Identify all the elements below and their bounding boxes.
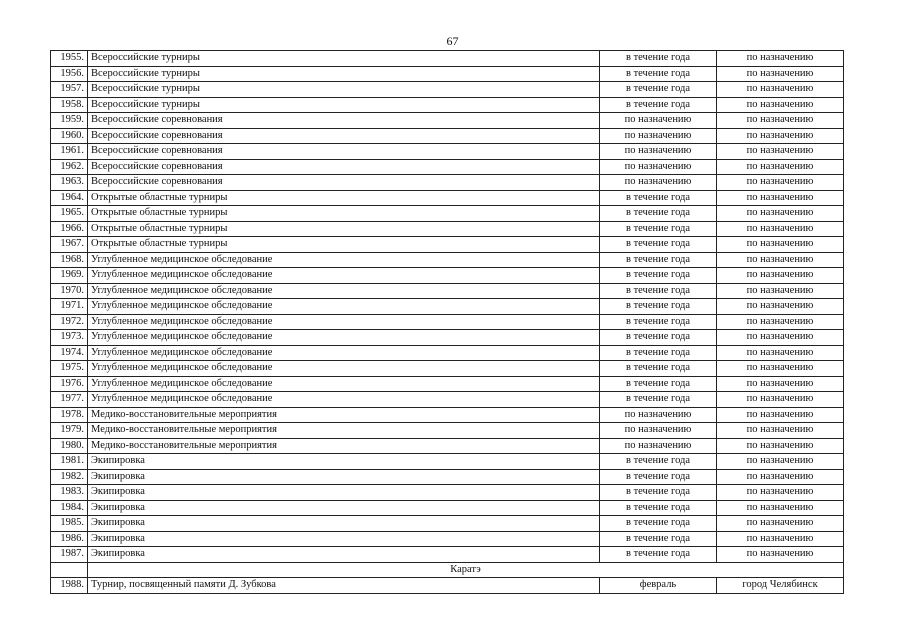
page-number: 67	[446, 34, 459, 48]
row-number: 1967.	[51, 237, 88, 253]
row-term: в течение года	[600, 221, 717, 237]
row-number: 1966.	[51, 221, 88, 237]
table-row	[51, 516, 844, 532]
row-place: по назначению	[717, 159, 844, 175]
table-row	[51, 97, 844, 113]
row-place: по назначению	[717, 330, 844, 346]
table-row	[51, 376, 844, 392]
row-event-name: Открытые областные турниры	[88, 221, 600, 237]
row-place: по назначению	[717, 190, 844, 206]
events-table	[50, 50, 844, 594]
row-term: в течение года	[600, 516, 717, 532]
row-number: 1959.	[51, 113, 88, 129]
row-event-name: Всероссийские соревнования	[88, 128, 600, 144]
table-row	[51, 547, 844, 563]
table-row	[51, 531, 844, 547]
row-place: по назначению	[717, 438, 844, 454]
row-place: по назначению	[717, 345, 844, 361]
table-body	[51, 51, 844, 563]
row-number: 1986.	[51, 531, 88, 547]
table-row	[51, 237, 844, 253]
row-event-name: Всероссийские турниры	[88, 82, 600, 98]
table-row	[51, 330, 844, 346]
row-number: 1982.	[51, 469, 88, 485]
row-term: по назначению	[600, 423, 717, 439]
table-row	[51, 454, 844, 470]
row-event-name: Открытые областные турниры	[88, 190, 600, 206]
table-row	[51, 51, 844, 67]
row-event-name: Экипировка	[88, 454, 600, 470]
row-event-name: Углубленное медицинское обследование	[88, 392, 600, 408]
row-place: по назначению	[717, 144, 844, 160]
row-term: в течение года	[600, 51, 717, 67]
row-place: по назначению	[717, 206, 844, 222]
row-number: 1987.	[51, 547, 88, 563]
row-number: 1988.	[51, 578, 88, 594]
row-number: 1970.	[51, 283, 88, 299]
row-event-name: Медико-восстановительные мероприятия	[88, 423, 600, 439]
table-row	[51, 144, 844, 160]
row-place: по назначению	[717, 314, 844, 330]
row-term: в течение года	[600, 392, 717, 408]
row-term: по назначению	[600, 144, 717, 160]
row-term: в течение года	[600, 330, 717, 346]
row-place: город Челябинск	[717, 578, 844, 594]
row-number: 1956.	[51, 66, 88, 82]
row-number: 1955.	[51, 51, 88, 67]
row-place: по назначению	[717, 237, 844, 253]
row-place: по назначению	[717, 376, 844, 392]
table-row	[51, 500, 844, 516]
table-row	[51, 206, 844, 222]
row-term: в течение года	[600, 531, 717, 547]
row-term: в течение года	[600, 376, 717, 392]
table-row	[51, 299, 844, 315]
row-term: в течение года	[600, 547, 717, 563]
row-term: по назначению	[600, 438, 717, 454]
table-row	[51, 345, 844, 361]
row-place: по назначению	[717, 361, 844, 377]
row-event-name: Экипировка	[88, 516, 600, 532]
table-row	[51, 407, 844, 423]
row-term: в течение года	[600, 361, 717, 377]
row-number: 1985.	[51, 516, 88, 532]
row-event-name: Экипировка	[88, 500, 600, 516]
row-event-name: Экипировка	[88, 531, 600, 547]
section-row	[51, 562, 844, 578]
row-place: по назначению	[717, 283, 844, 299]
row-term: в течение года	[600, 237, 717, 253]
row-event-name: Углубленное медицинское обследование	[88, 299, 600, 315]
row-term: по назначению	[600, 159, 717, 175]
row-term: в течение года	[600, 268, 717, 284]
row-place: по назначению	[717, 128, 844, 144]
table-row	[51, 252, 844, 268]
table-row	[51, 113, 844, 129]
row-term: в течение года	[600, 190, 717, 206]
row-place: по назначению	[717, 299, 844, 315]
row-event-name: Открытые областные турниры	[88, 237, 600, 253]
row-term: февраль	[600, 578, 717, 594]
row-number: 1977.	[51, 392, 88, 408]
row-place: по назначению	[717, 113, 844, 129]
row-event-name: Углубленное медицинское обследование	[88, 268, 600, 284]
row-term: в течение года	[600, 345, 717, 361]
row-number: 1975.	[51, 361, 88, 377]
table-row	[51, 66, 844, 82]
table-row	[51, 361, 844, 377]
table-row	[51, 190, 844, 206]
row-number: 1968.	[51, 252, 88, 268]
row-number: 1972.	[51, 314, 88, 330]
row-place: по назначению	[717, 423, 844, 439]
row-number: 1965.	[51, 206, 88, 222]
row-place: по назначению	[717, 407, 844, 423]
row-place: по назначению	[717, 175, 844, 191]
table-row	[51, 485, 844, 501]
row-term: в течение года	[600, 314, 717, 330]
row-event-name: Углубленное медицинское обследование	[88, 376, 600, 392]
row-term: в течение года	[600, 299, 717, 315]
row-event-name: Всероссийские соревнования	[88, 175, 600, 191]
row-event-name: Турнир, посвященный памяти Д. Зубкова	[88, 578, 600, 594]
row-number: 1980.	[51, 438, 88, 454]
table-row	[51, 283, 844, 299]
row-term: по назначению	[600, 407, 717, 423]
row-term: в течение года	[600, 469, 717, 485]
row-number: 1969.	[51, 268, 88, 284]
section-title: Каратэ	[88, 562, 844, 578]
row-term: в течение года	[600, 454, 717, 470]
row-event-name: Углубленное медицинское обследование	[88, 345, 600, 361]
row-term: в течение года	[600, 206, 717, 222]
row-number: 1958.	[51, 97, 88, 113]
table-row	[51, 159, 844, 175]
row-number: 1973.	[51, 330, 88, 346]
row-event-name: Медико-восстановительные мероприятия	[88, 407, 600, 423]
row-term: по назначению	[600, 175, 717, 191]
row-term: в течение года	[600, 82, 717, 98]
row-place: по назначению	[717, 469, 844, 485]
row-place: по назначению	[717, 547, 844, 563]
row-number: 1976.	[51, 376, 88, 392]
row-place: по назначению	[717, 82, 844, 98]
table-row	[51, 438, 844, 454]
row-term: в течение года	[600, 252, 717, 268]
table-row	[51, 82, 844, 98]
row-number: 1960.	[51, 128, 88, 144]
row-place: по назначению	[717, 252, 844, 268]
row-place: по назначению	[717, 485, 844, 501]
table-row	[51, 268, 844, 284]
row-event-name: Всероссийские соревнования	[88, 159, 600, 175]
row-event-name: Всероссийские соревнования	[88, 113, 600, 129]
row-event-name: Экипировка	[88, 547, 600, 563]
row-event-name: Медико-восстановительные мероприятия	[88, 438, 600, 454]
row-term: в течение года	[600, 485, 717, 501]
row-number: 1962.	[51, 159, 88, 175]
row-place: по назначению	[717, 51, 844, 67]
row-place: по назначению	[717, 66, 844, 82]
row-number: 1978.	[51, 407, 88, 423]
row-event-name: Всероссийские соревнования	[88, 144, 600, 160]
row-term: в течение года	[600, 500, 717, 516]
row-number: 1981.	[51, 454, 88, 470]
row-number: 1957.	[51, 82, 88, 98]
row-term: в течение года	[600, 97, 717, 113]
row-event-name: Углубленное медицинское обследование	[88, 252, 600, 268]
row-number: 1984.	[51, 500, 88, 516]
row-event-name: Открытые областные турниры	[88, 206, 600, 222]
row-place: по назначению	[717, 392, 844, 408]
row-number: 1961.	[51, 144, 88, 160]
row-number: 1971.	[51, 299, 88, 315]
row-number: 1979.	[51, 423, 88, 439]
row-event-name: Всероссийские турниры	[88, 51, 600, 67]
table-row	[51, 314, 844, 330]
row-event-name: Всероссийские турниры	[88, 97, 600, 113]
section-num-cell	[51, 562, 88, 578]
row-number: 1963.	[51, 175, 88, 191]
row-term: по назначению	[600, 128, 717, 144]
row-number: 1964.	[51, 190, 88, 206]
row-term: в течение года	[600, 283, 717, 299]
row-event-name: Углубленное медицинское обследование	[88, 283, 600, 299]
row-event-name: Углубленное медицинское обследование	[88, 330, 600, 346]
row-place: по назначению	[717, 500, 844, 516]
row-place: по назначению	[717, 454, 844, 470]
table-row	[51, 128, 844, 144]
row-event-name: Экипировка	[88, 469, 600, 485]
table-row	[51, 578, 844, 594]
table-row	[51, 392, 844, 408]
row-place: по назначению	[717, 531, 844, 547]
row-event-name: Всероссийские турниры	[88, 66, 600, 82]
row-number: 1974.	[51, 345, 88, 361]
table-row	[51, 469, 844, 485]
row-place: по назначению	[717, 516, 844, 532]
table-row	[51, 423, 844, 439]
row-event-name: Углубленное медицинское обследование	[88, 314, 600, 330]
table-row	[51, 221, 844, 237]
row-event-name: Углубленное медицинское обследование	[88, 361, 600, 377]
row-term: по назначению	[600, 113, 717, 129]
row-term: в течение года	[600, 66, 717, 82]
row-number: 1983.	[51, 485, 88, 501]
row-place: по назначению	[717, 268, 844, 284]
row-event-name: Экипировка	[88, 485, 600, 501]
table-row	[51, 175, 844, 191]
row-place: по назначению	[717, 221, 844, 237]
row-place: по назначению	[717, 97, 844, 113]
